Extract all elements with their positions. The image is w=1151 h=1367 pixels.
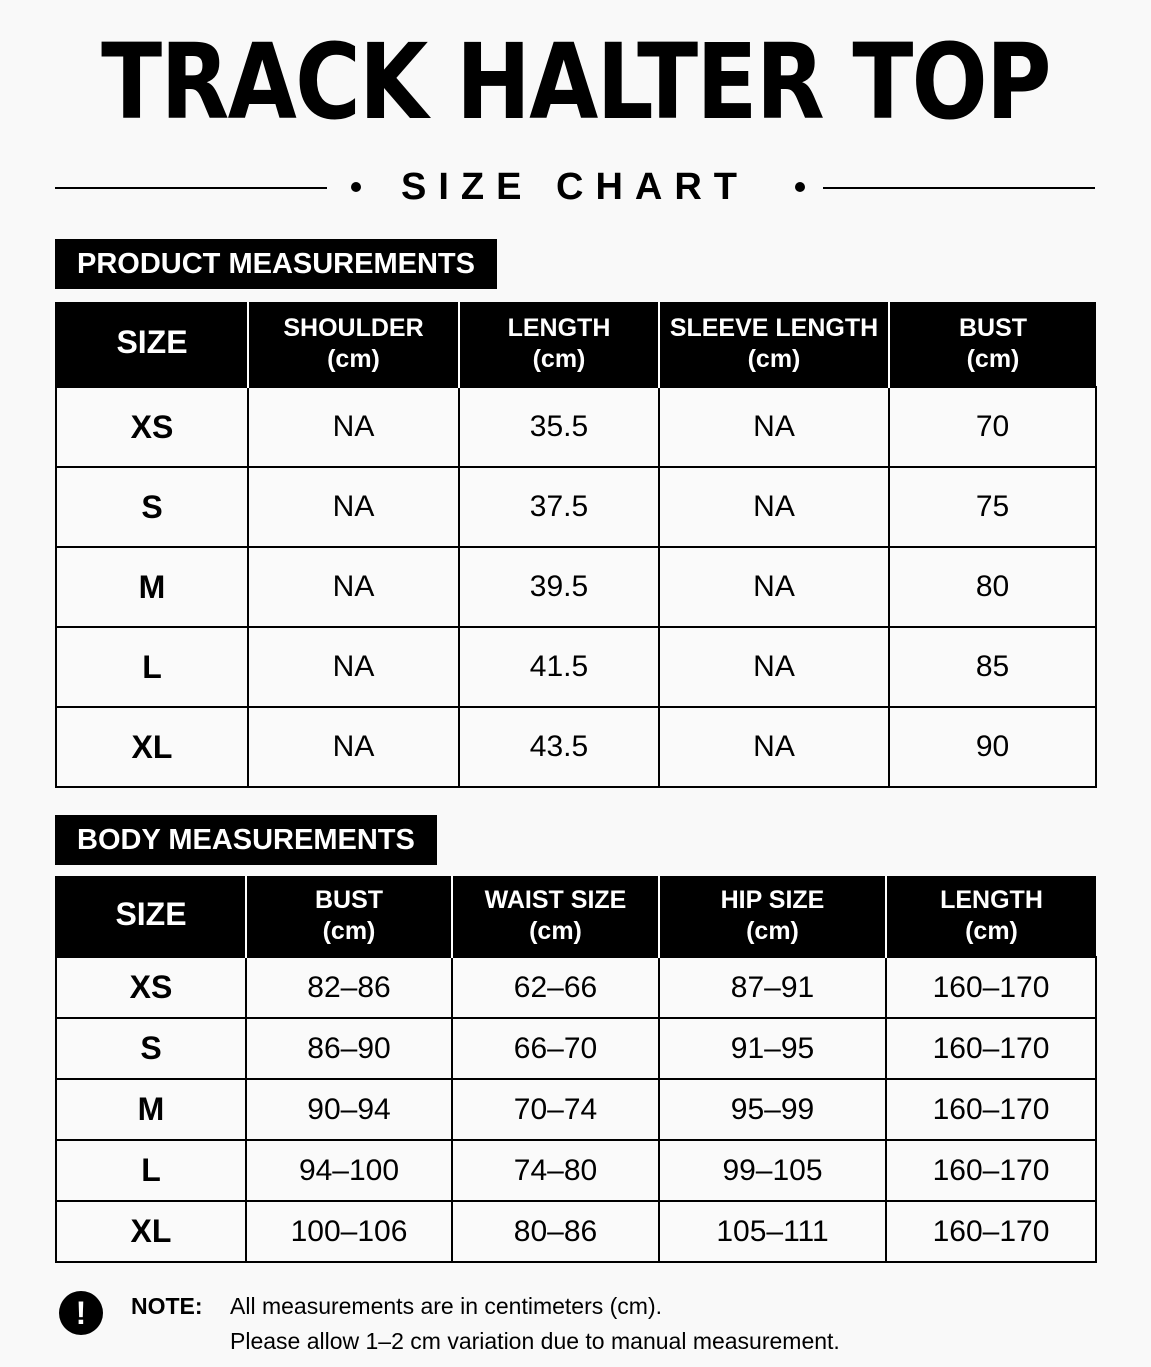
- table-cell: 160–170: [886, 1079, 1096, 1140]
- table-cell: NA: [659, 547, 889, 627]
- table-cell: 86–90: [246, 1018, 452, 1079]
- subtitle: SIZE CHART: [401, 166, 749, 208]
- table-cell: 90–94: [246, 1079, 452, 1140]
- table-header-row: [56, 302, 1096, 387]
- table-cell: 43.5: [459, 707, 659, 787]
- table-cell: 99–105: [659, 1140, 886, 1201]
- table-cell: NA: [248, 627, 459, 707]
- table-row: [56, 627, 1096, 707]
- table-cell: 90: [889, 707, 1096, 787]
- table-cell: 74–80: [452, 1140, 659, 1201]
- table-cell: 91–95: [659, 1018, 886, 1079]
- header-shoulder: SHOULDER (cm): [248, 302, 459, 387]
- product-measurements-table: [55, 302, 1097, 788]
- header-size: SIZE: [56, 876, 246, 957]
- table-cell: 70: [889, 387, 1096, 467]
- table-cell: 160–170: [886, 1018, 1096, 1079]
- table-row: [56, 1079, 1096, 1140]
- size-cell: S: [56, 1018, 246, 1079]
- divider-right: [823, 187, 1095, 189]
- header-bust: BUST (cm): [889, 302, 1096, 387]
- table-cell: 87–91: [659, 957, 886, 1018]
- table-cell: 39.5: [459, 547, 659, 627]
- note-label: NOTE:: [131, 1293, 203, 1319]
- size-cell: M: [56, 547, 248, 627]
- note-line-2: Please allow 1–2 cm variation due to manual measurement.: [230, 1328, 840, 1354]
- header-waist-size: WAIST SIZE (cm): [452, 876, 659, 957]
- divider-left: [55, 187, 327, 189]
- table-cell: 105–111: [659, 1201, 886, 1262]
- table-cell: 66–70: [452, 1018, 659, 1079]
- table-row: [56, 957, 1096, 1018]
- table-header-row: [56, 876, 1096, 957]
- header-sleeve-length: SLEEVE LENGTH (cm): [659, 302, 889, 387]
- body-measurements-label: BODY MEASUREMENTS: [55, 815, 437, 865]
- size-cell: XL: [56, 1201, 246, 1262]
- table-cell: 41.5: [459, 627, 659, 707]
- header-size: SIZE: [56, 302, 248, 387]
- table-cell: NA: [248, 707, 459, 787]
- table-row: [56, 547, 1096, 627]
- size-cell: XS: [56, 387, 248, 467]
- bullet-dot-right: [795, 182, 805, 192]
- table-cell: 80: [889, 547, 1096, 627]
- table-cell: 94–100: [246, 1140, 452, 1201]
- exclamation-icon: !: [59, 1291, 103, 1335]
- header-hip-size: HIP SIZE (cm): [659, 876, 886, 957]
- table-cell: 35.5: [459, 387, 659, 467]
- subtitle-row: [55, 162, 1095, 212]
- header-length: LENGTH (cm): [886, 876, 1096, 957]
- page-title: TRACK HALTER TOP: [101, 21, 1050, 143]
- header-length: LENGTH (cm): [459, 302, 659, 387]
- table-cell: 80–86: [452, 1201, 659, 1262]
- table-cell: 70–74: [452, 1079, 659, 1140]
- table-cell: NA: [248, 387, 459, 467]
- size-cell: XL: [56, 707, 248, 787]
- table-cell: 95–99: [659, 1079, 886, 1140]
- table-cell: NA: [659, 387, 889, 467]
- table-row: [56, 1018, 1096, 1079]
- table-row: [56, 707, 1096, 787]
- table-cell: 160–170: [886, 1140, 1096, 1201]
- bullet-dot-left: [351, 182, 361, 192]
- size-cell: L: [56, 627, 248, 707]
- table-cell: NA: [248, 547, 459, 627]
- table-cell: 75: [889, 467, 1096, 547]
- size-cell: S: [56, 467, 248, 547]
- size-cell: M: [56, 1079, 246, 1140]
- table-row: [56, 1140, 1096, 1201]
- size-cell: XS: [56, 957, 246, 1018]
- table-cell: 85: [889, 627, 1096, 707]
- table-cell: NA: [248, 467, 459, 547]
- table-cell: NA: [659, 707, 889, 787]
- table-row: [56, 387, 1096, 467]
- header-bust: BUST (cm): [246, 876, 452, 957]
- table-row: [56, 1201, 1096, 1262]
- table-cell: 62–66: [452, 957, 659, 1018]
- size-cell: L: [56, 1140, 246, 1201]
- table-cell: 160–170: [886, 957, 1096, 1018]
- body-measurements-table: [55, 876, 1097, 1263]
- note-line-1: All measurements are in centimeters (cm).: [230, 1293, 663, 1319]
- table-cell: 160–170: [886, 1201, 1096, 1262]
- table-cell: NA: [659, 467, 889, 547]
- table-cell: 37.5: [459, 467, 659, 547]
- product-measurements-label: PRODUCT MEASUREMENTS: [55, 239, 497, 289]
- table-cell: 100–106: [246, 1201, 452, 1262]
- table-cell: 82–86: [246, 957, 452, 1018]
- table-row: [56, 467, 1096, 547]
- table-cell: NA: [659, 627, 889, 707]
